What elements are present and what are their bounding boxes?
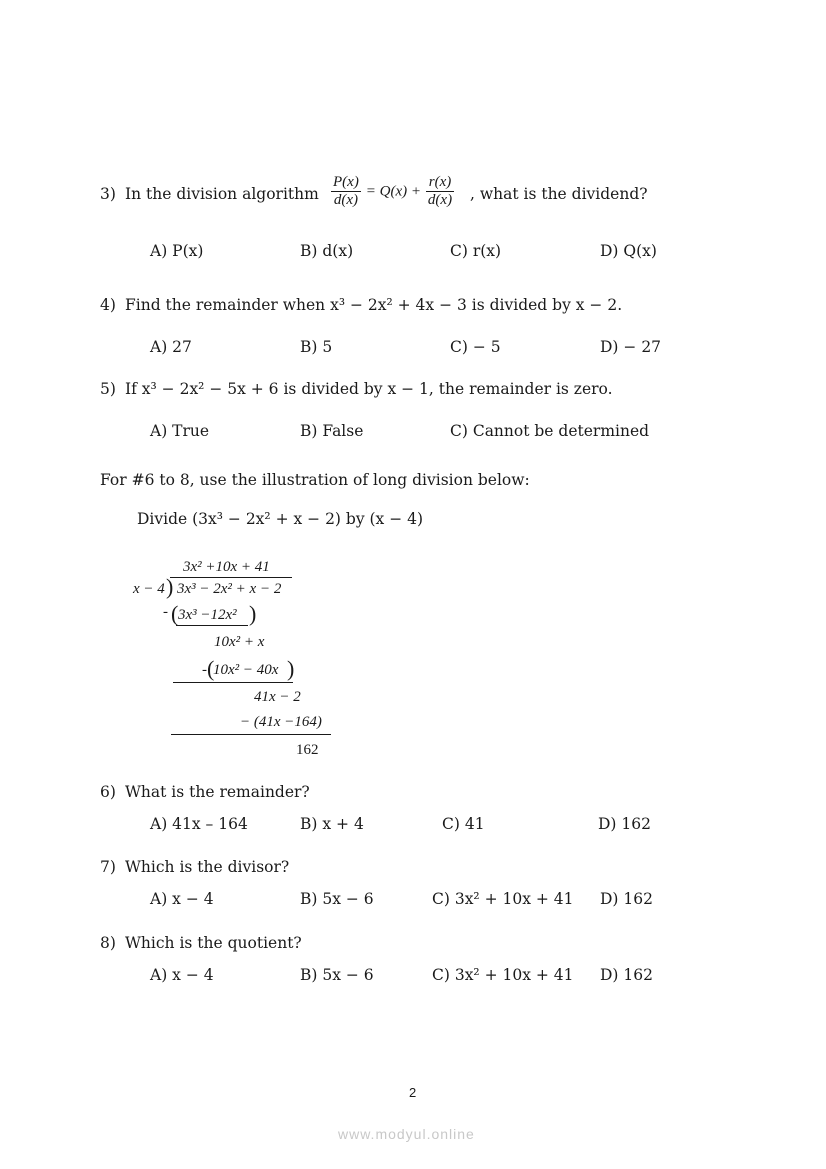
q5-option-c[interactable]: C) Cannot be determined	[450, 422, 650, 440]
q8-option-b[interactable]: B) 5x − 6	[300, 966, 374, 984]
q3-middle: = Q(x) +	[365, 183, 421, 200]
ld-paren-close-2: )	[287, 656, 295, 681]
q6-number: 6)	[100, 783, 116, 801]
q7-option-a[interactable]: A) x − 4	[150, 890, 214, 908]
q3-text-after: , what is the dividend?	[470, 185, 648, 203]
ld-minus-2: -	[202, 662, 207, 678]
q3-formula	[331, 174, 454, 210]
q5-text: If x³ − 2x² − 5x + 6 is divided by x − 1, the remainder is zero.	[125, 380, 613, 398]
ld-minus-1: -	[163, 604, 168, 620]
q6-option-a[interactable]: A) 41x – 164	[150, 815, 248, 833]
q3-option-c[interactable]: C) r(x)	[450, 242, 502, 260]
ld-paren-open-1: (	[171, 601, 179, 626]
q8-option-a[interactable]: A) x − 4	[150, 966, 214, 984]
q3-lhs-den: d(x)	[333, 192, 358, 209]
q6-option-c[interactable]: C) 41	[442, 815, 485, 833]
instruction-text: For #6 to 8, use the illustration of long division below:	[100, 471, 530, 489]
ld-paren-open-2: (	[207, 656, 215, 681]
q3-option-b[interactable]: B) d(x)	[300, 242, 354, 260]
q3-text-before: In the division algorithm	[125, 185, 319, 203]
q7-option-d[interactable]: D) 162	[600, 890, 653, 908]
q3-rhs-fraction	[426, 174, 454, 210]
q8-text: Which is the quotient?	[125, 934, 302, 952]
q3-lhs-fraction	[331, 174, 361, 210]
q3-option-a[interactable]: A) P(x)	[150, 242, 204, 260]
q5-option-b[interactable]: B) False	[300, 422, 364, 440]
divide-line: Divide (3x³ − 2x² + x − 2) by (x − 4)	[137, 510, 424, 528]
q8-option-c[interactable]: C) 3x² + 10x + 41	[432, 966, 574, 984]
q4-option-b[interactable]: B) 5	[300, 338, 333, 356]
q3-rhs-num: r(x)	[426, 174, 454, 192]
ld-rule-1	[176, 625, 248, 626]
q8-number: 8)	[100, 934, 116, 952]
page-number: 2	[409, 1085, 417, 1100]
q3-number: 3)	[100, 185, 116, 203]
q3-lhs-num: P(x)	[331, 174, 361, 192]
ld-remainder: 162	[296, 742, 319, 758]
q8-option-d[interactable]: D) 162	[600, 966, 653, 984]
q7-option-c[interactable]: C) 3x² + 10x + 41	[432, 890, 574, 908]
ld-dividend: 3x³ − 2x² + x − 2	[177, 581, 282, 597]
q3-rhs-den: d(x)	[427, 192, 453, 209]
ld-rem-2: 41x − 2	[254, 689, 301, 705]
q6-option-d[interactable]: D) 162	[598, 815, 651, 833]
ld-rule-3	[171, 734, 331, 735]
ld-quotient-bar	[170, 577, 292, 578]
ld-sub-3: − (41x −164)	[240, 714, 322, 730]
q4-option-a[interactable]: A) 27	[150, 338, 192, 356]
q4-number: 4)	[100, 296, 116, 314]
q4-option-c[interactable]: C) − 5	[450, 338, 501, 356]
q7-text: Which is the divisor?	[125, 858, 290, 876]
q3-option-d[interactable]: D) Q(x)	[600, 242, 657, 260]
q5-option-a[interactable]: A) True	[150, 422, 210, 440]
ld-rem-1: 10x² + x	[214, 634, 265, 650]
ld-bracket: )	[166, 574, 174, 599]
watermark: www.modyul.online	[338, 1126, 475, 1142]
q6-option-b[interactable]: B) x + 4	[300, 815, 364, 833]
q5-number: 5)	[100, 380, 116, 398]
ld-quotient: 3x² +10x + 41	[183, 559, 270, 575]
q7-option-b[interactable]: B) 5x − 6	[300, 890, 374, 908]
ld-paren-close-1: )	[249, 601, 257, 626]
q4-text: Find the remainder when x³ − 2x² + 4x − 3 is divided by x − 2.	[125, 296, 623, 314]
ld-sub-2: 10x² − 40x	[213, 662, 279, 678]
q6-text: What is the remainder?	[125, 783, 310, 801]
ld-divisor: x − 4	[133, 581, 165, 597]
ld-rule-2	[173, 682, 293, 683]
q4-option-d[interactable]: D) − 27	[600, 338, 662, 356]
q7-number: 7)	[100, 858, 116, 876]
ld-sub-1: 3x³ −12x²	[178, 607, 237, 623]
